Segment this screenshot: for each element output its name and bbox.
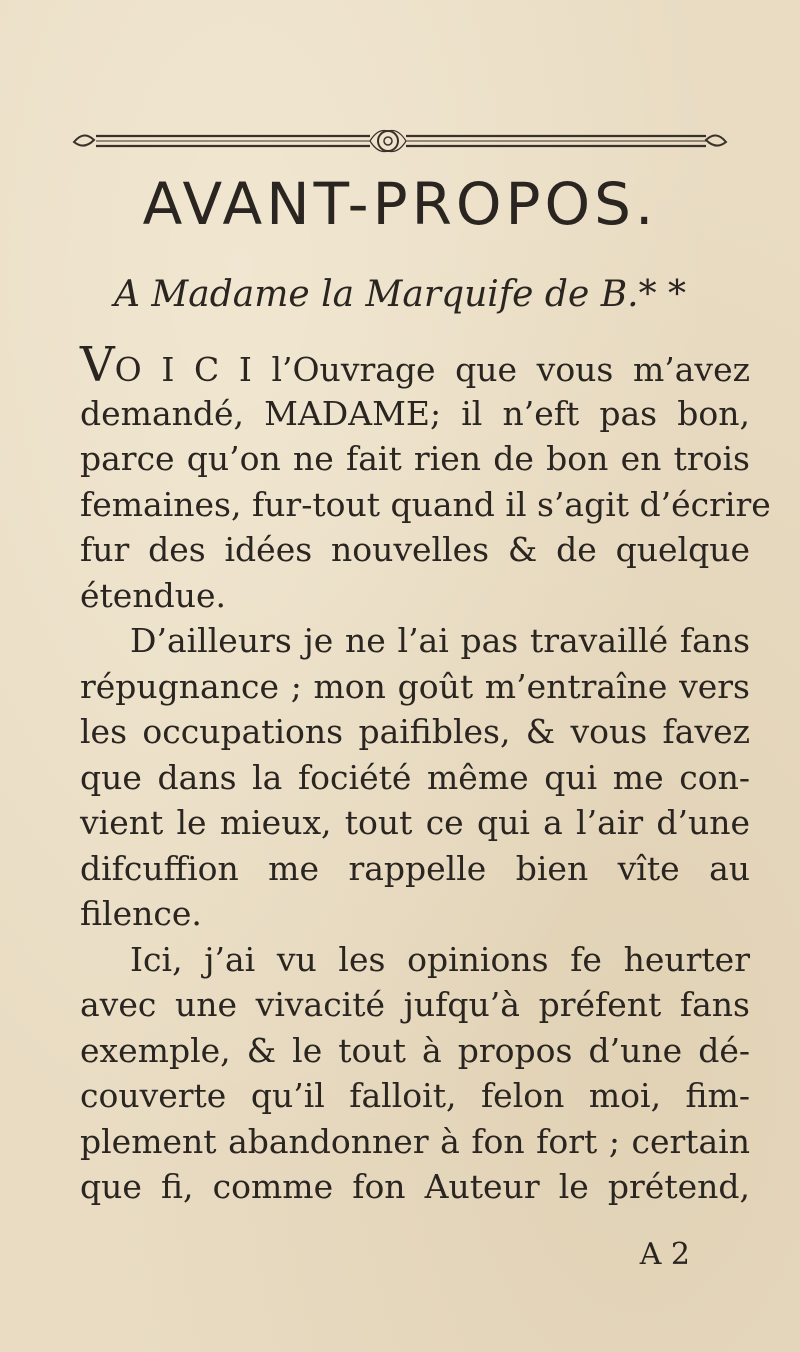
text-line-12: difcuffion me rappelle bien vîte au <box>80 848 750 888</box>
text-line-6: étendue. <box>80 575 226 615</box>
text-line-13: filence. <box>80 894 202 933</box>
dedication-line: A Madame la Marquife de B.* * <box>113 274 687 315</box>
text-line-1: VO I C I l’Ouvrage que vous m’avez <box>80 337 750 393</box>
text-line-16: exemple, & le tout à propos d’une dé- <box>80 1030 750 1070</box>
text-line-11: vient le mieux, tout ce qui a l’air d’une <box>80 803 750 842</box>
body-text <box>80 337 771 1210</box>
page-signature-mark: A 2 <box>639 1237 690 1272</box>
text-line-14: Ici, j’ai vu les opinions fe heurter <box>130 939 750 979</box>
text-line-2: demandé, MADAME; il n’eft pas bon, <box>80 393 750 433</box>
decorative-header-ornament-icon <box>70 122 730 158</box>
text-line-19: que fi, comme fon Auteur le prétend, <box>80 1167 750 1206</box>
text-line-5: fur des idées nouvelles & de quelque <box>80 530 750 569</box>
text-line-7: D’ailleurs je ne l’ai pas travaillé fans <box>130 621 750 660</box>
text-line-9: les occupations paifibles, & vous favez <box>80 712 750 751</box>
text-line-10: que dans la fociété même qui me con- <box>80 757 750 797</box>
page-title: AVANT-PROPOS. <box>142 170 658 238</box>
text-line-8: répugnance ; mon goût m’entraîne vers <box>80 666 750 706</box>
text-line-15: avec une vivacité jufqu’à préfent fans <box>80 985 750 1024</box>
text-line-18: plement abandonner à fon fort ; certain <box>80 1121 750 1161</box>
drop-cap: V <box>80 337 115 393</box>
text-line-17: couverte qu’il falloit, felon moi, fim- <box>80 1076 750 1115</box>
text-line-3: parce qu’on ne fait rien de bon en trois <box>80 439 750 478</box>
text-line-4: femaines, fur-tout quand il s’agit d’écrire <box>80 484 771 524</box>
